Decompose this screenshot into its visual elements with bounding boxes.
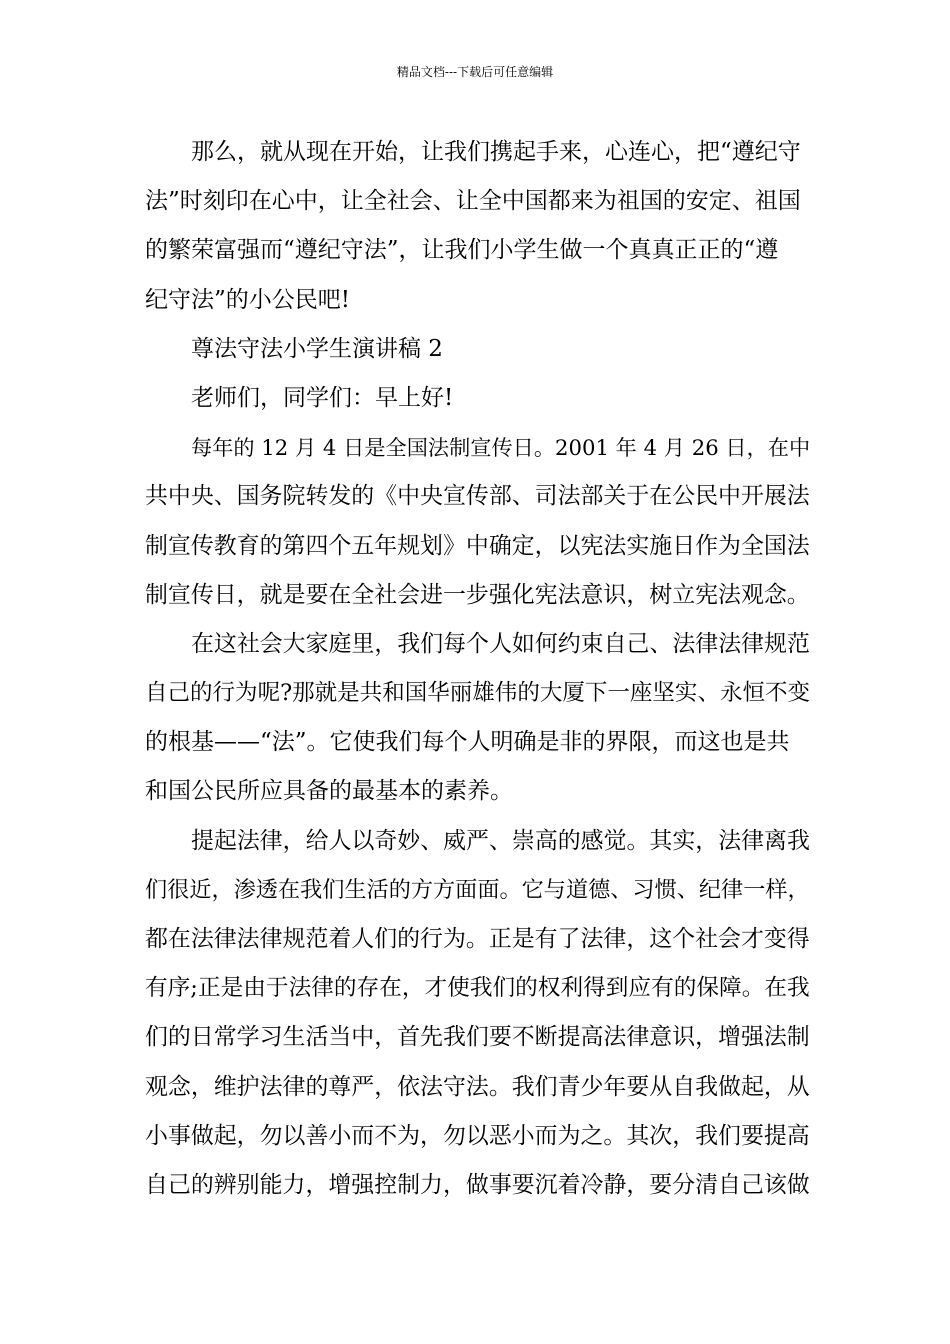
text-line: 每年的 12 月 4 日是全国法制宣传日。2001 年 4 月 26 日，在中 — [191, 435, 811, 461]
text-line: 老师们，同学们：早上好! — [191, 384, 454, 411]
text-line: 们很近，渗透在我们生活的方方面面。它与道德、习惯、纪律一样， — [145, 876, 810, 903]
text-line: 共中央、国务院转发的《中央宣传部、司法部关于在公民中开展法 — [145, 483, 810, 510]
text-line: 尊法守法小学生演讲稿 2 — [191, 335, 443, 362]
text-line: 法”时刻印在心中，让全社会、让全中国都来为祖国的安定、祖国 — [145, 188, 801, 215]
text-line: 那么，就从现在开始，让我们携起手来，心连心，把“遵纪守 — [191, 139, 801, 165]
text-line: 的根基——“法”。它使我们每个人明确是非的界限，而这也是共 — [145, 729, 790, 756]
text-line: 制宣传日，就是要在全社会进一步强化宪法意识，树立宪法观念。 — [145, 581, 810, 608]
text-line: 小事做起，勿以善小而不为，勿以恶小而为之。其次，我们要提高 — [145, 1122, 810, 1149]
text-line: 观念，维护法律的尊严，依法守法。我们青少年要从自我做起，从 — [145, 1073, 810, 1100]
page-header: 精品文档---下载后可任意编辑 — [396, 65, 554, 79]
text-line: 制宣传教育的第四个五年规划》中确定，以宪法实施日作为全国法 — [145, 532, 810, 559]
text-line: 自己的行为呢?那就是共和国华丽雄伟的大厦下一座坚实、永恒不变 — [145, 680, 811, 707]
text-line: 们的日常学习生活当中，首先我们要不断提高法律意识，增强法制 — [145, 1024, 810, 1051]
text-line: 和国公民所应具备的最基本的素养。 — [145, 778, 513, 805]
text-line: 提起法律，给人以奇妙、威严、崇高的感觉。其实，法律离我 — [191, 827, 810, 854]
text-line: 有序;正是由于法律的存在，才使我们的权利得到应有的保障。在我 — [145, 975, 810, 1002]
text-line: 的繁荣富强而“遵纪守法”，让我们小学生做一个真真正正的“遵 — [145, 237, 779, 264]
text-line: 纪守法”的小公民吧! — [145, 286, 351, 313]
document-body — [145, 128, 810, 1210]
text-line: 自己的辨别能力，增强控制力，做事要沉着冷静，要分清自己该做 — [145, 1171, 810, 1198]
text-line: 都在法律法律规范着人们的行为。正是有了法律，这个社会才变得 — [145, 926, 810, 952]
text-line: 在这社会大家庭里，我们每个人如何约束自己、法律法律规范 — [191, 630, 810, 657]
